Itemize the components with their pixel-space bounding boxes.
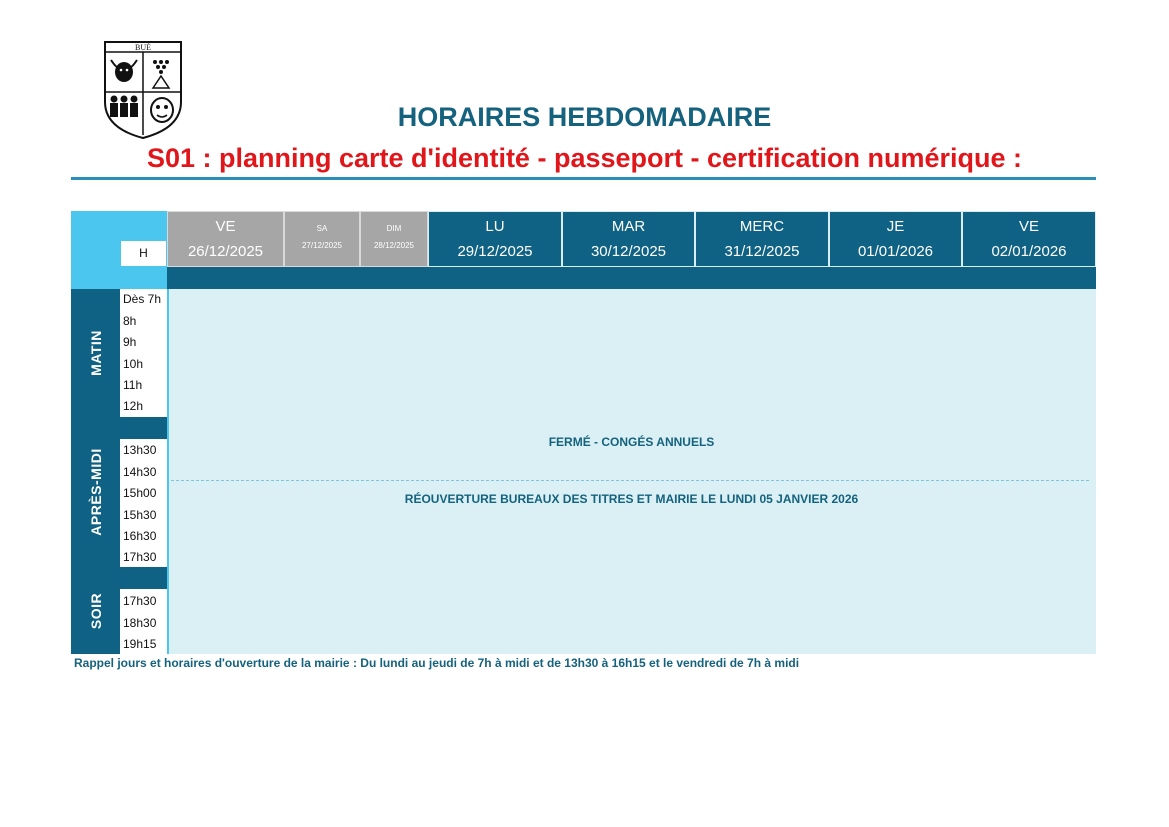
header-separator-band	[167, 267, 1096, 289]
reopening-notice: RÉOUVERTURE BUREAUX DES TITRES ET MAIRIE LE LUNDI 05 JANVIER 2026	[404, 492, 859, 506]
day-name: SA	[316, 224, 328, 233]
period-evening	[71, 567, 120, 654]
page-subtitle: S01 : planning carte d'identité - passeport - certification numérique :	[146, 143, 1023, 173]
hour-label: 13h30	[123, 443, 157, 457]
day-name: MAR	[611, 218, 646, 235]
day-header	[360, 211, 428, 267]
day-date: 01/01/2026	[857, 243, 934, 260]
page-title: HORAIRES HEBDOMADAIRE	[397, 102, 772, 132]
hours-header: H	[120, 240, 167, 267]
day-header	[829, 211, 962, 267]
period-separator-band	[120, 567, 167, 589]
hour-label: 12h	[123, 399, 144, 413]
day-name: VE	[215, 218, 236, 235]
hour-label: 15h00	[123, 486, 157, 500]
hours-header-band	[120, 267, 167, 289]
hour-label: 8h	[123, 314, 137, 328]
day-date: 28/12/2025	[373, 241, 415, 250]
day-date: 31/12/2025	[724, 243, 800, 260]
period-label: SOIR	[87, 592, 104, 629]
day-name: MERC	[739, 218, 785, 235]
day-header	[167, 211, 284, 267]
period-afternoon	[71, 417, 120, 567]
dashed-divider	[171, 480, 1089, 481]
day-name: JE	[886, 218, 905, 235]
day-header	[695, 211, 829, 267]
hours-afternoon	[120, 439, 167, 567]
hours-header-strip	[120, 211, 167, 240]
hour-label: 16h30	[123, 529, 157, 543]
day-name: LU	[485, 218, 505, 235]
day-date: 27/12/2025	[301, 241, 343, 250]
crest-name: BUÉ	[135, 43, 151, 52]
day-date: 02/01/2026	[991, 243, 1067, 260]
hour-label: 18h30	[123, 616, 157, 630]
day-header	[562, 211, 695, 267]
hour-label: 14h30	[123, 465, 157, 479]
closed-notice: FERMÉ - CONGÉS ANNUELS	[548, 435, 715, 449]
title-divider	[71, 177, 1096, 180]
schedule-body	[167, 289, 1096, 654]
schedule-grid	[71, 211, 1096, 654]
hour-label: 9h	[123, 335, 137, 349]
day-date: 30/12/2025	[590, 243, 667, 260]
hour-label: 15h30	[123, 508, 157, 522]
day-date: 26/12/2025	[187, 243, 264, 260]
hour-label: Dès 7h	[123, 292, 162, 306]
day-header	[284, 211, 360, 267]
hour-label: 19h15	[123, 637, 157, 651]
hour-label: 10h	[123, 357, 144, 371]
hour-label: 17h30	[123, 594, 157, 608]
day-header	[428, 211, 562, 267]
hour-label: 11h	[123, 378, 143, 392]
hours-morning	[120, 289, 167, 417]
day-header	[962, 211, 1096, 267]
period-separator-band	[120, 417, 167, 439]
grid-corner	[71, 211, 120, 289]
period-label: APRÈS-MIDI	[87, 448, 104, 536]
hours-evening	[120, 589, 167, 654]
day-name: DIM	[386, 224, 402, 233]
day-date: 29/12/2025	[457, 243, 533, 260]
hour-label: 17h30	[123, 550, 157, 564]
day-name: VE	[1018, 218, 1039, 235]
period-morning	[71, 289, 120, 417]
opening-hours-reminder: Rappel jours et horaires d'ouverture de la mairie : Du lundi au jeudi de 7h à midi et de 13h30 à 16h15 et le vendredi de 7h à midi	[74, 656, 800, 670]
period-label: MATIN	[87, 330, 104, 376]
